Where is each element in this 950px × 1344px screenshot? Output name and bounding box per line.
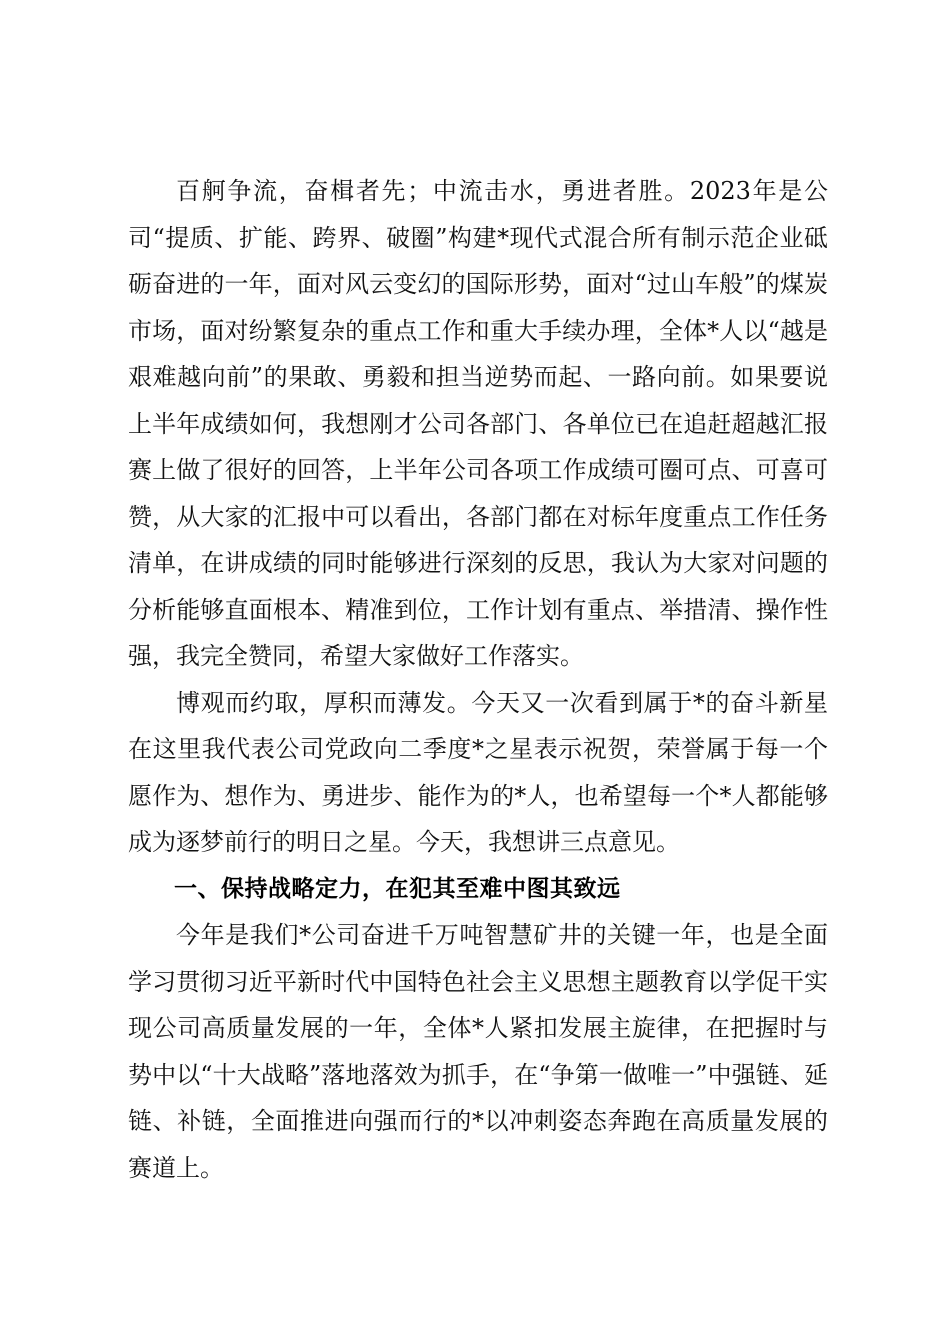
paragraph-congratulations: 博观而约取，厚积而薄发。今天又一次看到属于*的奋斗新星在这里我代表公司党政向二季度*之星表示祝贺，荣誉属于每一个愿作为、想作为、勇进步、能作为的*人，也希望每一个*人都能够成为逐梦前行的明日之星。今天，我想讲三点意见。 [128, 688, 828, 856]
document-body [128, 168, 828, 1191]
paragraph-opening: 百舸争流，奋楫者先；中流击水，勇进者胜。2023年是公司“提质、扩能、跨界、破圈”构建*现代式混合所有制示范企业砥砺奋进的一年，面对风云变幻的国际形势，面对“过山车般”的煤炭市场，面对纷繁复杂的重点工作和重大手续办理，全体*人以“越是艰难越向前”的果敢、勇毅和担当逆势而起、一路向前。如果要说上半年成绩如何，我想刚才公司各部门、各单位已在追赶超越汇报赛上做了很好的回答，上半年公司各项工作成绩可圈可点、可喜可赞，从大家的汇报中可以看出，各部门都在对标年度重点工作任务清单，在讲成绩的同时能够进行深刻的反思，我认为大家对问题的分析能够直面根本、精准到位，工作计划有重点、举措清、操作性强，我完全赞同，希望大家做好工作落实。 [128, 177, 828, 670]
section-heading-1: 一、保持战略定力，在犯其至难中图其致远 [174, 875, 621, 902]
paragraph-section-1: 今年是我们*公司奋进千万吨智慧矿井的关键一年，也是全面学习贯彻习近平新时代中国特色社会主义思想主题教育以学促干实现公司高质量发展的一年，全体*人紧扣发展主旋律，在把握时与势中以“十大战略”落地落效为抓手，在“争第一做唯一”中强链、延链、补链，全面推进向强而行的*以冲刺姿态奔跑在高质量发展的赛道上。 [128, 921, 828, 1182]
